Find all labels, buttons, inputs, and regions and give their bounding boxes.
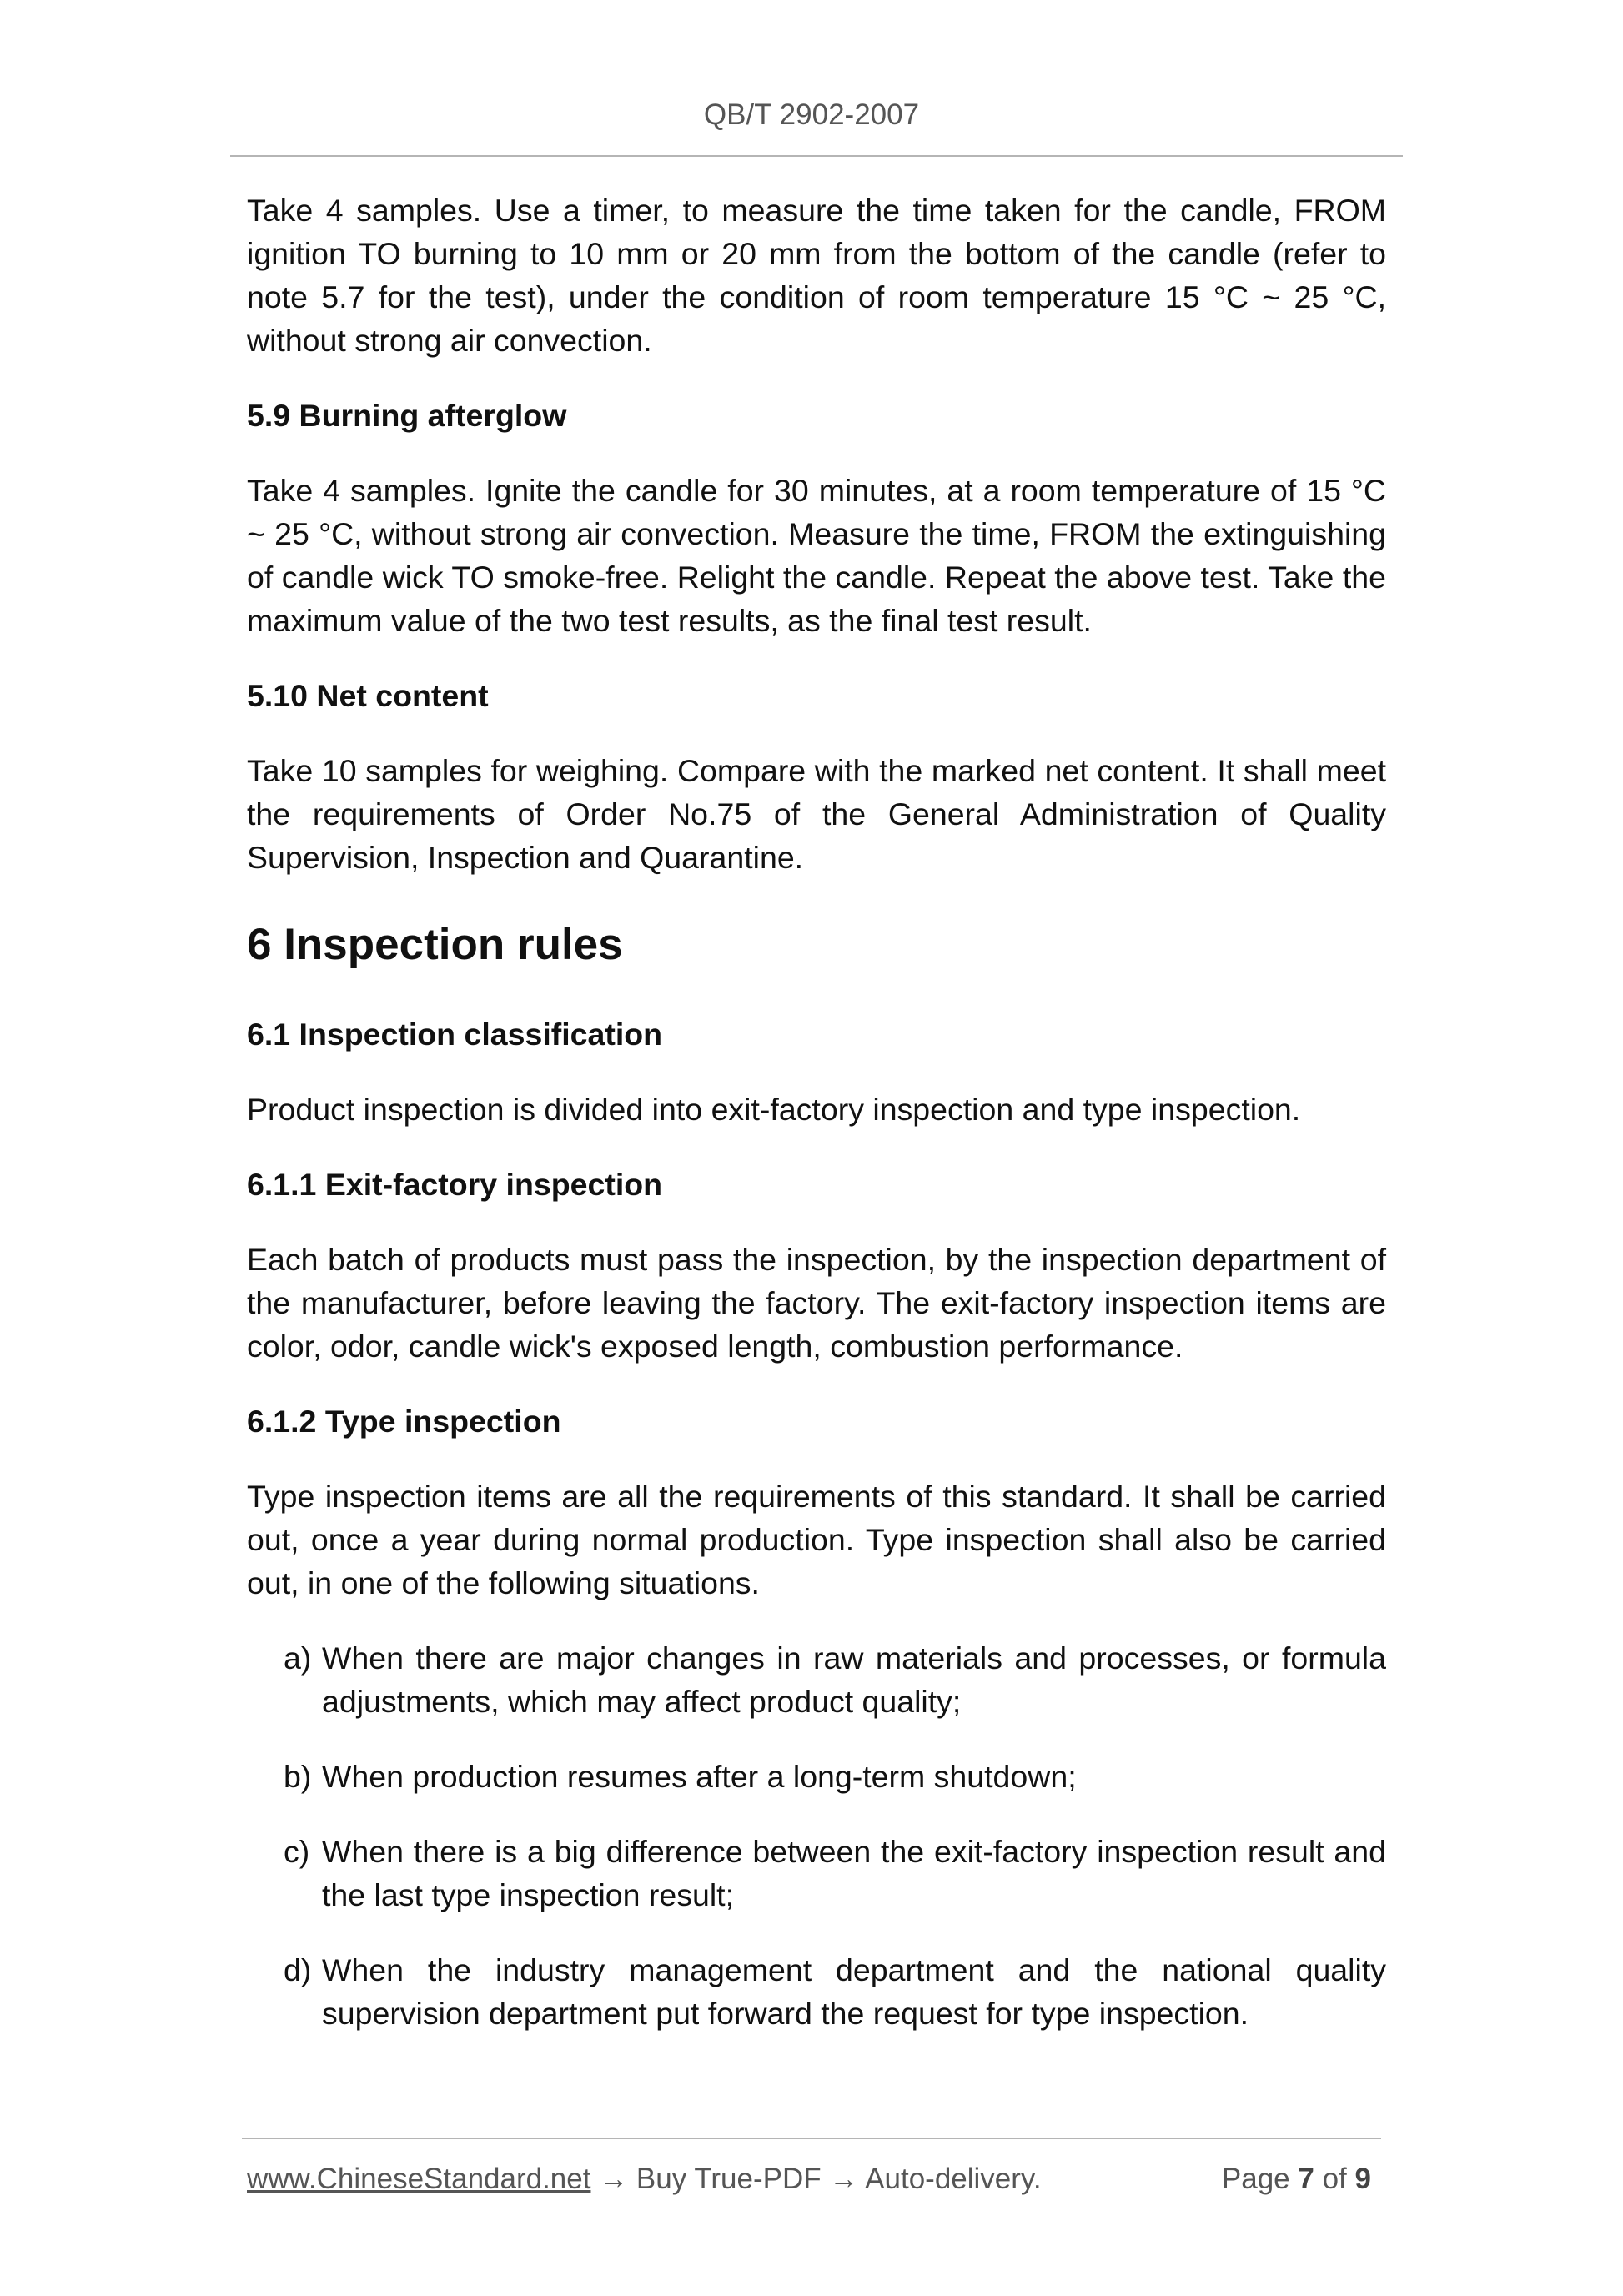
section-5-9-heading: 5.9 Burning afterglow: [247, 398, 567, 433]
section-6-1-2-paragraph: Type inspection items are all the requirements of this standard. It shall be carried out, once a year during normal production. Type inspection shall also be carried out, in one of the following situations.: [247, 1479, 1386, 1600]
list-item: [247, 1948, 1386, 2035]
intro-paragraph: Take 4 samples. Use a timer, to measure the time taken for the candle, FROM ignition TO burning to 10 mm or 20 mm from the bottom of the candle (refer to note 5.7 for the test), under the condition of room temperature 15 °C ~ 25 °C, without strong air convection.: [247, 193, 1386, 358]
list-marker: b): [284, 1759, 312, 1794]
list-marker: a): [284, 1640, 312, 1676]
page-footer: [247, 2162, 1381, 2197]
list-item: [247, 1830, 1386, 1917]
list-item-text: When there are major changes in raw materials and processes, or formula adjustments, which may affect product quality;: [322, 1640, 1386, 1719]
footer-divider: [242, 2138, 1381, 2139]
list-item-text: When the industry management department and the national quality supervision department put forward the request for type inspection.: [322, 1952, 1386, 2031]
section-6-1-2-heading: 6.1.2 Type inspection: [247, 1404, 561, 1439]
section-5-10-paragraph: Take 10 samples for weighing. Compare with the marked net content. It shall meet the requirements of Order No.75 of the General Administration of Quality Supervision, Inspection and Quarantine.: [247, 753, 1386, 875]
list-item: [247, 1755, 1386, 1798]
section-6-1-heading: 6.1 Inspection classification: [247, 1017, 663, 1052]
section-5-9-paragraph: Take 4 samples. Ignite the candle for 30 minutes, at a room temperature of 15 °C ~ 25 °C, without strong air convection. Measure the time, FROM the extinguishing of candle wick TO smoke-free. Relight the candle. Repeat the above test. Take the maximum value of the two test results, as the final test result.: [247, 473, 1386, 638]
section-6-heading: 6 Inspection rules: [247, 920, 623, 969]
page-of: of: [1322, 2163, 1347, 2195]
page-content: [247, 188, 1386, 2067]
section-6-1-1-paragraph: Each batch of products must pass the inspection, by the inspection department of the manufacturer, before leaving the factory. The exit-factory inspection items are color, odor, candle wick's exposed length, combustion performance.: [247, 1242, 1386, 1364]
section-6-1-1-heading: 6.1.1 Exit-factory inspection: [247, 1167, 663, 1202]
page-total: 9: [1354, 2163, 1371, 2195]
list-marker: d): [284, 1952, 312, 1987]
page-number: [1222, 2162, 1371, 2197]
page-current: 7: [1298, 2163, 1314, 2195]
list-item-text: When there is a big difference between the exit-factory inspection result and the last type inspection result;: [322, 1834, 1386, 1912]
document-code-header: QB/T 2902-2007: [703, 98, 920, 131]
list-item-text: When production resumes after a long-term shutdown;: [322, 1759, 1077, 1794]
list-marker: c): [284, 1834, 310, 1869]
section-5-10-heading: 5.10 Net content: [247, 678, 489, 713]
list-item: [247, 1636, 1386, 1723]
section-6-1-paragraph: Product inspection is divided into exit-factory inspection and type inspection.: [247, 1092, 1301, 1127]
footer-promo-text: → Buy True-PDF → Auto-delivery.: [590, 2163, 1042, 2195]
header-divider: [230, 155, 1403, 157]
page-label: Page: [1221, 2163, 1290, 2195]
website-link[interactable]: www.ChineseStandard.net: [247, 2163, 591, 2195]
